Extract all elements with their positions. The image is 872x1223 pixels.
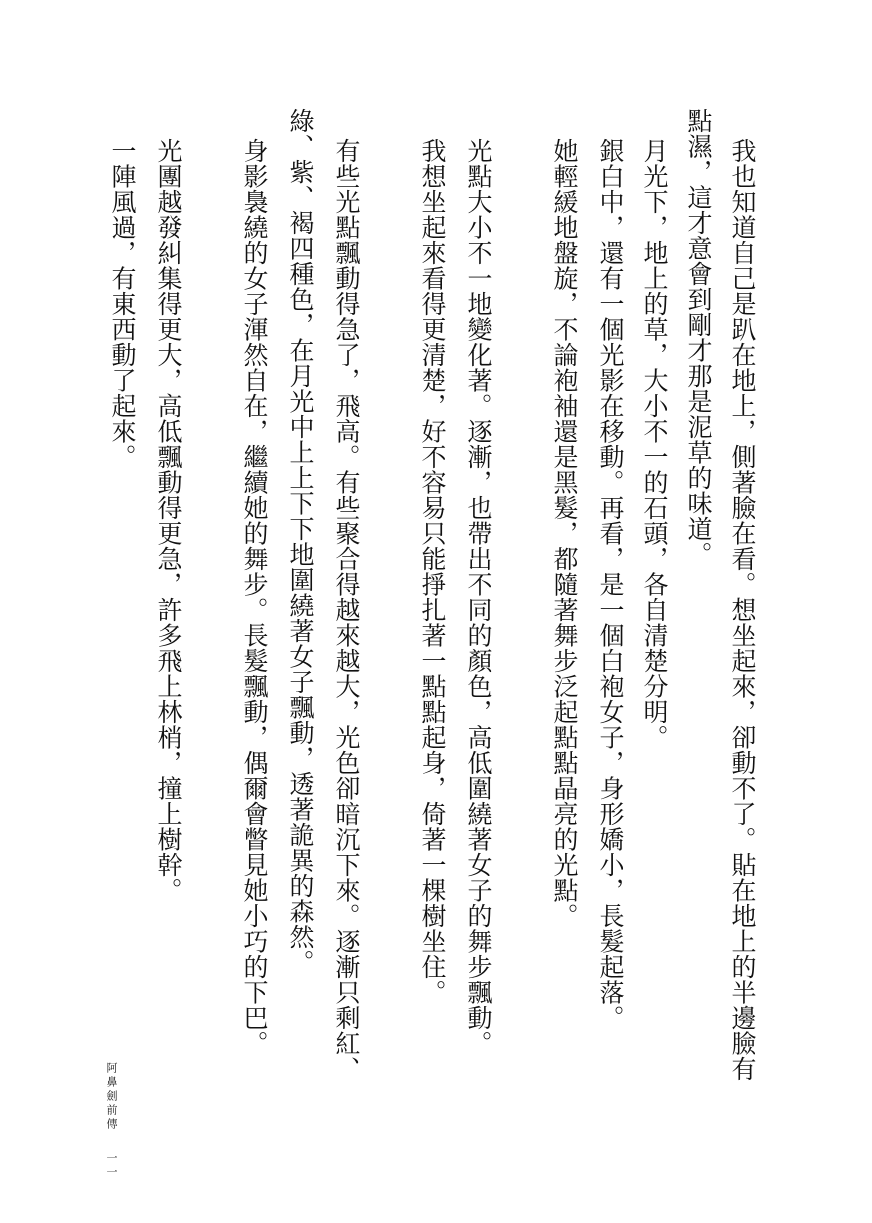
- text-line: 月光下，地上的草，大小不一的石頭，各自清楚分明。: [640, 138, 669, 750]
- text-line: 身影裊繞的女子渾然自在，繼續她的舞步。長髮飄動，偶爾會瞥見她小巧的下巴。: [240, 138, 269, 1056]
- book-title: 阿鼻劍前傳: [105, 1062, 118, 1132]
- text-line: 光團越發糾集得更大，高低飄動得更急，許多飛上林梢，撞上樹幹。: [154, 138, 183, 903]
- text-line: 點濕，這才意會到剛才那是泥草的味道。: [684, 108, 713, 567]
- page-number: 一一: [105, 1152, 118, 1180]
- text-line: 我想坐起來看得更清楚，好不容易只能掙扎著一點點起身，倚著一棵樹坐住。: [418, 138, 447, 1005]
- text-line: 一陣風過，有東西動了起來。: [108, 138, 137, 470]
- text-line: 綠、紫、褐四種色，在月光中上上下下地圍繞著女子飄動，透著詭異的森然。: [286, 108, 315, 975]
- text-line: 銀白中，還有一個光影在移動。再看，是一個白袍女子，身形嬌小，長髮起落。: [596, 138, 625, 1031]
- text-line: 有些光點飄動得急了，飛高。有些聚合得越來越大，光色卻暗沉下來。逐漸只剩紅、: [332, 138, 361, 1082]
- text-line: 我也知道自己是趴在地上，側著臉在看。想坐起來，卻動不了。貼在地上的半邊臉有: [728, 138, 757, 1082]
- text-line: 光點大小不一地變化著。逐漸，也帶出不同的顏色，高低圍繞著女子的舞步飄動。: [464, 138, 493, 1056]
- text-line: 她輕緩地盤旋，不論袍袖還是黑髮，都隨著舞步泛起點點晶亮的光點。: [550, 138, 579, 929]
